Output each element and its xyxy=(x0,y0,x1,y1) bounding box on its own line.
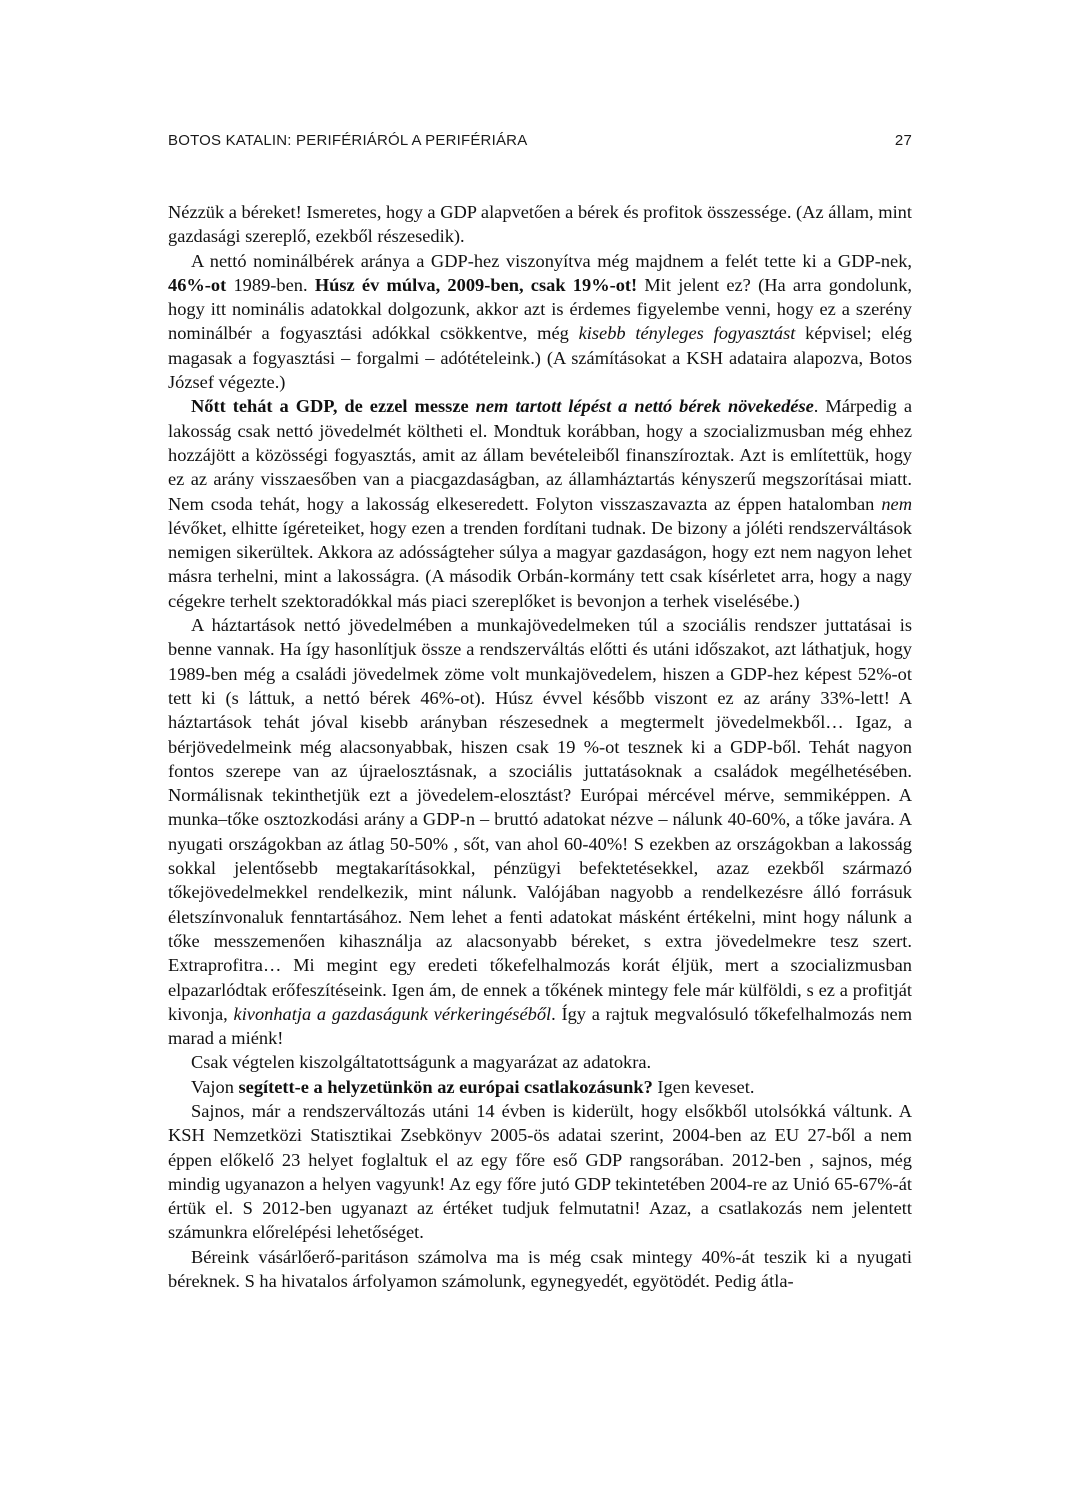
text-run: . Márpedig a lakosság csak nettó jövedelmét költheti el. Mondtuk korábban, hogy a szocializmusban még ehhez hozzájött a közösségi fogyasztás, amit az állam bevételeiből finanszíroztak. Azt is említettük, hogy ez az arány visszaesőben van a piacgazdaságban, az államháztartás kényszerű megszorításai miatt. Nem csoda tehát, hogy a lakosság elkeseredett. Folyton visszaszavazta az éppen hatalomban xyxy=(168,396,913,514)
text-run: segített-e a helyzetünkön az európai csatlakozásunk? xyxy=(238,1076,653,1097)
text-run: Béreink vásárlőerő-paritáson számolva ma is még csak mintegy 40%-át teszik ki a nyugati béreknek. S ha hivatalos árfolyamon számolunk, egynegyedét, egyötödét. Pedig átla- xyxy=(168,1246,912,1292)
text-run: . Így a rajtuk megvalósuló tőkefelhalmozás nem marad a miénk! xyxy=(168,1003,913,1049)
text-run: Sajnos, már a rendszerváltozás utáni 14 évben is kiderült, hogy elsőkből utolsókká váltunk. A KSH Nemzetközi Statisztikai Zsebkönyv 2005-ös adatai szerint, 2004-ben az EU 27-ből a nem éppen előkelő 23 helyet foglaltuk el az egy főre eső GDP rangsorában. 2012-ben , sajnos, még mindig ugyanazon a helyen vagyunk! Az egy főre jutó GDP tekintetében 2004-re az Unió 65-67%-át értük el. S 2012-ben ugyanazt az értéket tudjuk felmutatni! Azaz, a csatlakozás nem jelentett számunkra előrelépési lehetőséget. xyxy=(168,1100,912,1243)
text-run: Mit jelent ez? (Ha arra gondolunk, hogy itt nominális adatokkal dolgozunk, akkor azt is érdemes figyelembe venni, hogy ez a szerény nominálbér a fogyasztási adókkal csökkentve, még xyxy=(168,274,912,344)
text-run: Húsz év múlva, 2009-ben, csak 19%-ot! xyxy=(314,274,638,295)
text-run: Nőtt tehát a GDP, de ezzel messze xyxy=(191,396,476,417)
text-run: Igen keveset. xyxy=(652,1076,755,1097)
text-run: képvisel; elég magasak a fogyasztási – forgalmi – adótételeink.) (A számításokat a KSH adataira alapozva, Botos József végezte.) xyxy=(168,323,912,393)
text-run: A háztartások nettó jövedelmében a munkajövedelmeken túl a szociális rendszer juttatásai is benne vannak. Ha így hasonlítjuk össze a rendszerváltás előtti és utáni időszakot, azt láthatjuk, hogy 1989-ben még a családi jövedelmek zöme volt munkajövedelem, hiszen a GDP-hez képest 52%-ot tett ki (s láttuk, a nettó bérek 46%-ot). Húsz évvel később viszont ez az arány 33%-lett! A háztartások tehát jóval kisebb arányban részesednek a megtermelt jövedelmekből… Igaz, a bérjövedelmeink még alacsonyabbak, hiszen csak 19 %-ot tesznek ki a GDP-ből. Tehát nagyon fontos szerepe van az újraelosztásnak, a szociális juttatásoknak a családok megélhetésében. Normálisnak tekinthetjük ezt a jövedelem-elosztást? Európai mércével mérve, semmiképpen. A munka–tőke osztozkodási arány a GDP-n – bruttó adatokat nézve – nálunk 40-60%, a tőke javára. A nyugati országokban az átlag 50-50% , sőt, van ahol 60-40%! S ezekben az országokban a lakosság sokkal jelentősebb megtakarításokkal, pénzügyi befektetésekkel, azaz ezekből származó tőkejövedelmekkel rendelkezik, mint nálunk. Valójában nagyobb a rendelkezésre álló forrásuk életszínvonaluk fenntartásához. Nem lehet a fenti adatokat másként értékelni, mint hogy nálunk a tőke messzemenően kihasználja az alacsonyabb béreket, s extra jövedelmekre tesz szert. Extraprofitra… Mi megint egy eredeti tőkefelhalmozás korát éljük, mert a szocializmusban elpazarlódtak erőfeszítéseink. Igen ám, de ennek a tőkének mintegy fele már külföldi, s ez a profitját kivonja, xyxy=(168,615,912,1024)
text-run: Vajon xyxy=(191,1076,239,1097)
text-run: 46%-ot xyxy=(168,274,227,295)
paragraph xyxy=(168,1075,912,1099)
paragraph xyxy=(168,1050,912,1074)
page-number: 27 xyxy=(894,132,912,149)
text-run: lévőket, elhitte ígéreteiket, hogy ezen a trenden fordítani tudnak. De bizony a jóléti rendszerváltások nemigen sikerültek. Akkora az adósságteher súlya a magyar gazdaságon, hogy ezt nem nagyon lehet másra terhelni, mint a lakosságra. (A második Orbán-kormány tett csak kísérletet arra, hogy a nagy cégekre terhelt szektoradókkal más piaci szereplőket is bevonjon a terhek viselésébe.) xyxy=(168,517,912,611)
text-run: kisebb tényleges fogyasztást xyxy=(578,323,796,344)
body-text xyxy=(168,200,912,1293)
text-run: A nettó nominálbérek aránya a GDP-hez viszonyítva még majdnem a felét tette ki a GDP-nek, xyxy=(191,250,912,271)
paragraph xyxy=(168,1245,912,1294)
paragraph xyxy=(168,613,912,1050)
paragraph xyxy=(168,394,912,613)
paragraph xyxy=(168,1099,912,1245)
text-run: nem xyxy=(881,493,912,514)
text-run: nem tartott lépést a nettó bérek növekedése xyxy=(475,396,814,417)
text-run: 1989-ben. xyxy=(226,274,315,295)
running-title: BOTOS KATALIN: PERIFÉRIÁRÓL A PERIFÉRIÁRA xyxy=(168,132,528,149)
paragraph xyxy=(168,249,912,395)
paragraph xyxy=(168,200,912,249)
text-run: Csak végtelen kiszolgáltatottságunk a magyarázat az adatokra. xyxy=(191,1052,652,1073)
text-run: Nézzük a béreket! Ismeretes, hogy a GDP alapvetően a bérek és profitok összessége. (Az állam, mint gazdasági szereplő, ezekből részesedik). xyxy=(168,202,912,247)
running-header xyxy=(168,132,912,149)
text-run: kivonhatja a gazdaságunk vérkeringéséből xyxy=(233,1003,552,1024)
